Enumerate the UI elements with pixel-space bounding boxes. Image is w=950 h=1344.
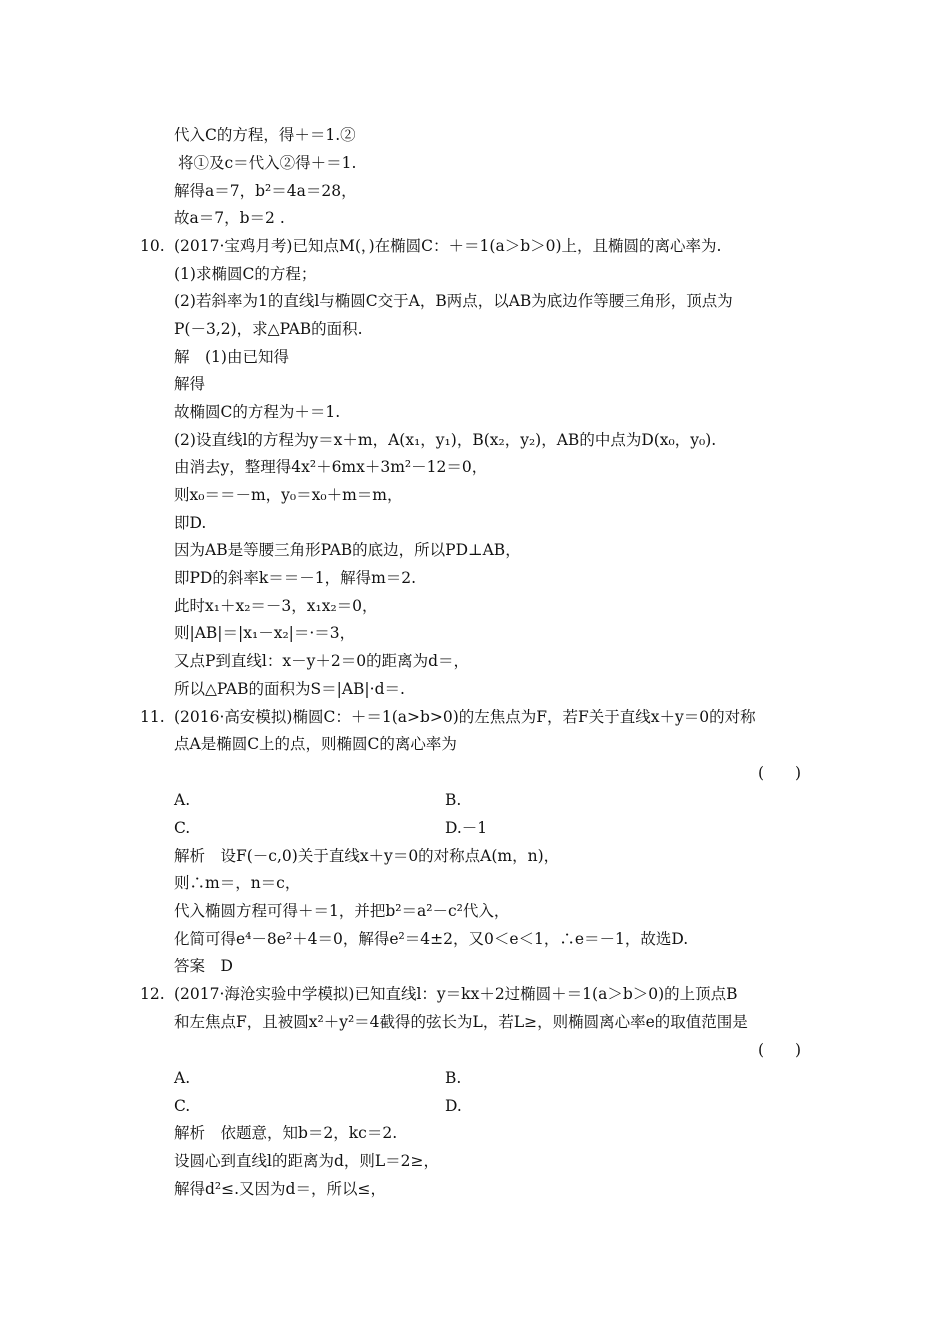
problem-11-stem-2: 点A是椭圆C上的点，则椭圆C的离心率为 [174,735,457,753]
problem-11-solution-line: 解析 设F(－c,0)关于直线x＋y＝0的对称点A(m，n)， [174,847,560,865]
problem-12-stem-1: (2017·海沧实验中学模拟)已知直线l：y＝kx＋2过椭圆＋＝1(a＞b＞0)的上顶点B [174,985,738,1003]
prev-solution-line-2: 将①及c＝代入②得＋＝1. [178,154,357,172]
problem-10-part-1: (1)求椭圆C的方程； [174,265,317,283]
problem-10-solution-line: 由消去y，整理得4x²＋6mx＋3m²－12＝0， [174,458,488,476]
problem-12-number: 12. [140,985,165,1003]
problem-10-solution-line: 即D. [174,514,207,532]
problem-10-solution-line: 则|AB|＝|x₁－x₂|＝·＝3， [174,624,356,642]
choice-c: C. [174,1097,191,1115]
problem-10-solution-line: 故椭圆C的方程为＋＝1. [174,403,341,421]
problem-12-solution-line: 解析 依题意，知b＝2，kc＝2. [174,1124,398,1142]
answer-blank-parentheses: ( ) [758,764,802,782]
problem-12-solution-line: 解得d²≤.又因为d＝，所以≤， [174,1180,386,1198]
problem-12-solution-line: 设圆心到直线l的距离为d，则L＝2≥， [174,1152,440,1170]
problem-10-solution-line: 因为AB是等腰三角形PAB的底边，所以PD⊥AB， [174,541,521,559]
problem-12-stem-2: 和左焦点F，且被圆x²＋y²＝4截得的弦长为L，若L≥，则椭圆离心率e的取值范围是 [174,1013,748,1031]
problem-10-solution-line: 此时x₁＋x₂＝－3，x₁x₂＝0， [174,597,378,615]
choice-a: A. [174,1069,191,1087]
problem-10-number: 10. [140,237,165,255]
problem-10-part-2a: (2)若斜率为1的直线l与椭圆C交于A，B两点，以AB为底边作等腰三角形，顶点为 [174,292,733,310]
prev-solution-line-1: 代入C的方程，得＋＝1.② [174,126,356,144]
choice-b: B. [445,791,462,809]
problem-10-solution-line: 解得 [174,375,206,393]
problem-10-stem: (2017·宝鸡月考)已知点M(，)在椭圆C：＋＝1(a＞b＞0)上，且椭圆的离心率为. [174,237,722,255]
problem-11-number: 11. [140,708,165,726]
prev-solution-line-3: 解得a＝7，b²＝4a＝28， [174,182,357,200]
choice-b: B. [445,1069,462,1087]
prev-solution-line-4: 故a＝7，b＝2 . [174,209,285,227]
problem-11-stem-1: (2016·高安模拟)椭圆C：＋＝1(a>b>0)的左焦点为F，若F关于直线x＋y＝0的对称 [174,708,756,726]
problem-10-solution-line: (2)设直线l的方程为y＝x＋m，A(x₁，y₁)，B(x₂，y₂)，AB的中点为D(x₀，y₀). [174,431,717,449]
problem-10-solution-line: 解 (1)由已知得 [174,348,289,366]
choice-c: C. [174,819,191,837]
problem-10-solution-line: 所以△PAB的面积为S＝|AB|·d＝. [174,680,405,698]
choice-d: D.－1 [445,819,488,837]
problem-10-solution-line: 又点P到直线l：x－y＋2＝0的距离为d＝， [174,652,470,670]
problem-10-part-2b: P(－3,2)，求△PAB的面积. [174,320,363,338]
problem-10-solution-line: 即PD的斜率k＝＝－1，解得m＝2. [174,569,417,587]
problem-11-solution-line: 化简可得e⁴－8e²＋4＝0，解得e²＝4±2，又0＜e＜1，∴e＝－1，故选D. [174,930,689,948]
problem-10-solution-line: 则x₀＝＝－m，y₀＝x₀＋m＝m， [174,486,403,504]
choice-d: D. [445,1097,462,1115]
choice-a: A. [174,791,191,809]
problem-11-solution-line: 则∴m＝，n＝c， [174,874,301,892]
problem-11-answer: 答案 D [174,957,233,975]
problem-11-solution-line: 代入椭圆方程可得＋＝1，并把b²＝a²－c²代入， [174,902,510,920]
answer-blank-parentheses: ( ) [758,1041,802,1059]
